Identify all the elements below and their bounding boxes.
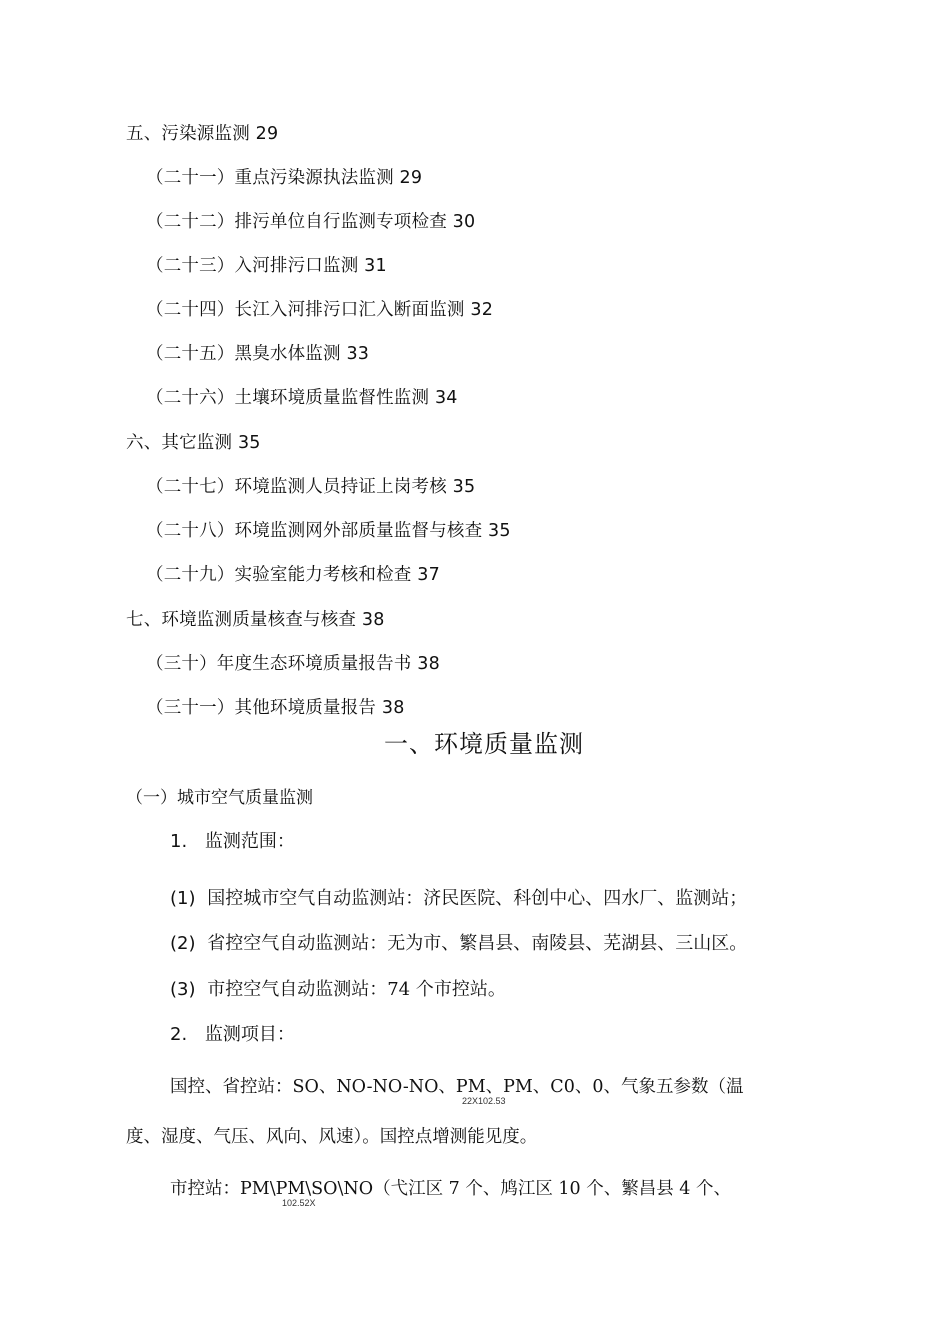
numbered-item: [170, 827, 295, 853]
item-number: 1.: [170, 831, 188, 852]
item-number: (3): [170, 979, 196, 1000]
toc-entry: （二十九）实验室能力考核和检查 37: [146, 565, 440, 585]
item-number: 2.: [170, 1024, 188, 1045]
subsection-heading: （一）城市空气质量监测: [126, 788, 313, 808]
numbered-item: [170, 1020, 295, 1046]
scope-item: [170, 975, 506, 1001]
toc-entry: 五、污染源监测 29: [126, 124, 279, 144]
toc-entry: 七、环境监测质量核查与核查 38: [126, 610, 385, 630]
scope-item: [170, 884, 747, 910]
toc-entry: （二十一）重点污染源执法监测 29: [146, 168, 423, 188]
toc-entry: （二十八）环境监测网外部质量监督与核查 35: [146, 521, 511, 541]
toc-entry: （二十七）环境监测人员持证上岗考核 35: [146, 477, 476, 497]
item-number: (2): [170, 933, 196, 954]
toc-entry: （三十一）其他环境质量报告 38: [146, 698, 405, 718]
toc-entry: （二十四）长江入河排污口汇入断面监测 32: [146, 300, 494, 320]
toc-entry: 六、其它监测 35: [126, 433, 261, 453]
item-label: 监测项目：: [204, 1024, 295, 1045]
scope-item: [170, 929, 747, 955]
subscript-note: 102.52X: [282, 1198, 316, 1208]
item-text: 国控城市空气自动监测站：济民医院、科创中心、四水厂、监测站；: [207, 888, 748, 909]
paragraph-line: 度、湿度、气压、风向、风速）。国控点增测能见度。: [126, 1127, 538, 1147]
section-heading: 一、环境质量监测: [384, 730, 584, 758]
toc-entry: （二十六）土壤环境质量监督性监测 34: [146, 388, 458, 408]
item-text: 省控空气自动监测站：无为市、繁昌县、南陵县、芜湖县、三山区。: [207, 933, 748, 954]
subscript-note: 22X102.53: [462, 1096, 506, 1106]
toc-entry: （二十五）黑臭水体监测 33: [146, 344, 370, 364]
toc-entry: （二十二）排污单位自行监测专项检查 30: [146, 212, 476, 232]
toc-entry: （三十）年度生态环境质量报告书 38: [146, 654, 440, 674]
item-number: (1): [170, 888, 196, 909]
paragraph-line: 国控、省控站：SO、NO-NO-NO、PM、PM、C0、0、气象五参数（温: [170, 1077, 744, 1097]
item-text: 市控空气自动监测站：74 个市控站。: [207, 979, 506, 1000]
item-label: 监测范围：: [204, 831, 295, 852]
toc-entry: （二十三）入河排污口监测 31: [146, 256, 387, 276]
paragraph-line: 市控站：PM\PM\SO\NO（弋江区 7 个、鸠江区 10 个、繁昌县 4 个、: [170, 1179, 731, 1199]
